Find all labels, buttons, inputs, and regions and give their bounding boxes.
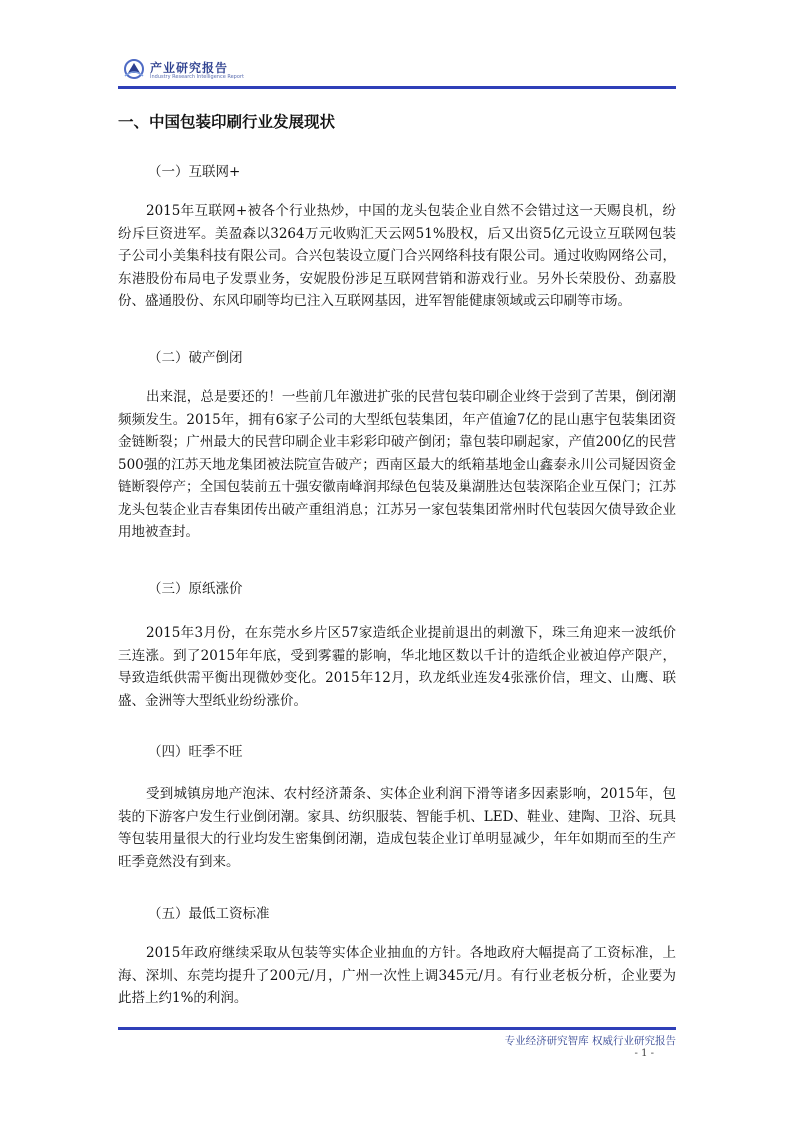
section-heading-peak-season: （四）旺季不旺 <box>148 744 243 760</box>
page-header <box>118 56 676 86</box>
page-title: 一、中国包装印刷行业发展现状 <box>118 113 336 131</box>
logo-subtitle: Industry Research Intelligence Report <box>150 74 244 80</box>
section-body-internet: 2015年互联网+被各个行业热炒，中国的龙头包装企业自然不会错过这一天赐良机，纷纷斥巨资进军。美盈森以3264万元收购汇天云网51%股权，后又出资5亿元设立互联网包装子公司小美集科技有限公司。合兴包装设立厦门合兴网络科技有限公司。通过收购网络公司，东港股份布局电子发票业务，安妮股份涉足互联网营销和游戏行业。另外长荣股份、劲嘉股份、盛通股份、东风印刷等均已注入互联网基因，进军智能健康领域或云印刷等市场。 <box>118 203 676 309</box>
section-heading-internet: （一）互联网+ <box>148 164 241 180</box>
section-heading-bankruptcy: （二）破产倒闭 <box>148 350 243 366</box>
section-heading-paper-price: （三）原纸涨价 <box>148 581 243 597</box>
logo-text: 产业研究报告 <box>150 61 229 75</box>
section-body-peak-season: 受到城镇房地产泡沫、农村经济萧条、实体企业利润下滑等诸多因素影响，2015年，包装的下游客户发生行业倒闭潮。家具、纺织服装、智能手机、LED、鞋业、建陶、卫浴、玩具等包装用量很大的行业均发生密集倒闭潮，造成包装企业订单明显减少，年年如期而至的生产旺季竟然没有到来。 <box>118 786 676 870</box>
header-rule <box>118 86 676 89</box>
section-body-paper-price: 2015年3月份，在东莞水乡片区57家造纸企业提前退出的刺激下，珠三角迎来一波纸价三连涨。到了2015年年底，受到雾霾的影响，华北地区数以千计的造纸企业被迫停产限产，导致造纸供需平衡出现微妙变化。2015年12月，玖龙纸业连发4张涨价信，理文、山鹰、联盛、金洲等大型纸业纷纷涨价。 <box>118 625 676 709</box>
section-body-bankruptcy: 出来混，总是要还的！一些前几年激进扩张的民营包装印刷企业终于尝到了苦果，倒闭潮频频发生。2015年，拥有6家子公司的大型纸包装集团，年产值逾7亿的昆山惠宇包装集团资金链断裂；广州最大的民营印刷企业丰彩彩印破产倒闭；靠包装印刷起家，产值200亿的民营500强的江苏天地龙集团被法院宣告破产；西南区最大的纸箱基地金山鑫泰永川公司疑因资金链断裂停产；全国包装前五十强安徽南峰润邦绿色包装及巢湖胜达包装深陷企业互保门；江苏龙头包装企业吉春集团传出破产重组消息；江苏另一家包装集团常州时代包装因欠债导致企业用地被查封。 <box>118 389 676 540</box>
page-number: - 1 - <box>634 1048 654 1059</box>
footer-tagline: 专业经济研究智库 权威行业研究报告 <box>504 1035 676 1047</box>
section-body-minimum-wage: 2015年政府继续采取从包装等实体企业抽血的方针。各地政府大幅提高了工资标准，上海、深圳、东莞均提升了200元/月，广州一次性上调345元/月。有行业老板分析，企业要为此搭上约1%的利润。 <box>118 945 676 1006</box>
logo-icon <box>122 58 146 80</box>
section-heading-minimum-wage: （五）最低工资标准 <box>148 906 270 922</box>
footer-rule <box>118 1027 676 1030</box>
